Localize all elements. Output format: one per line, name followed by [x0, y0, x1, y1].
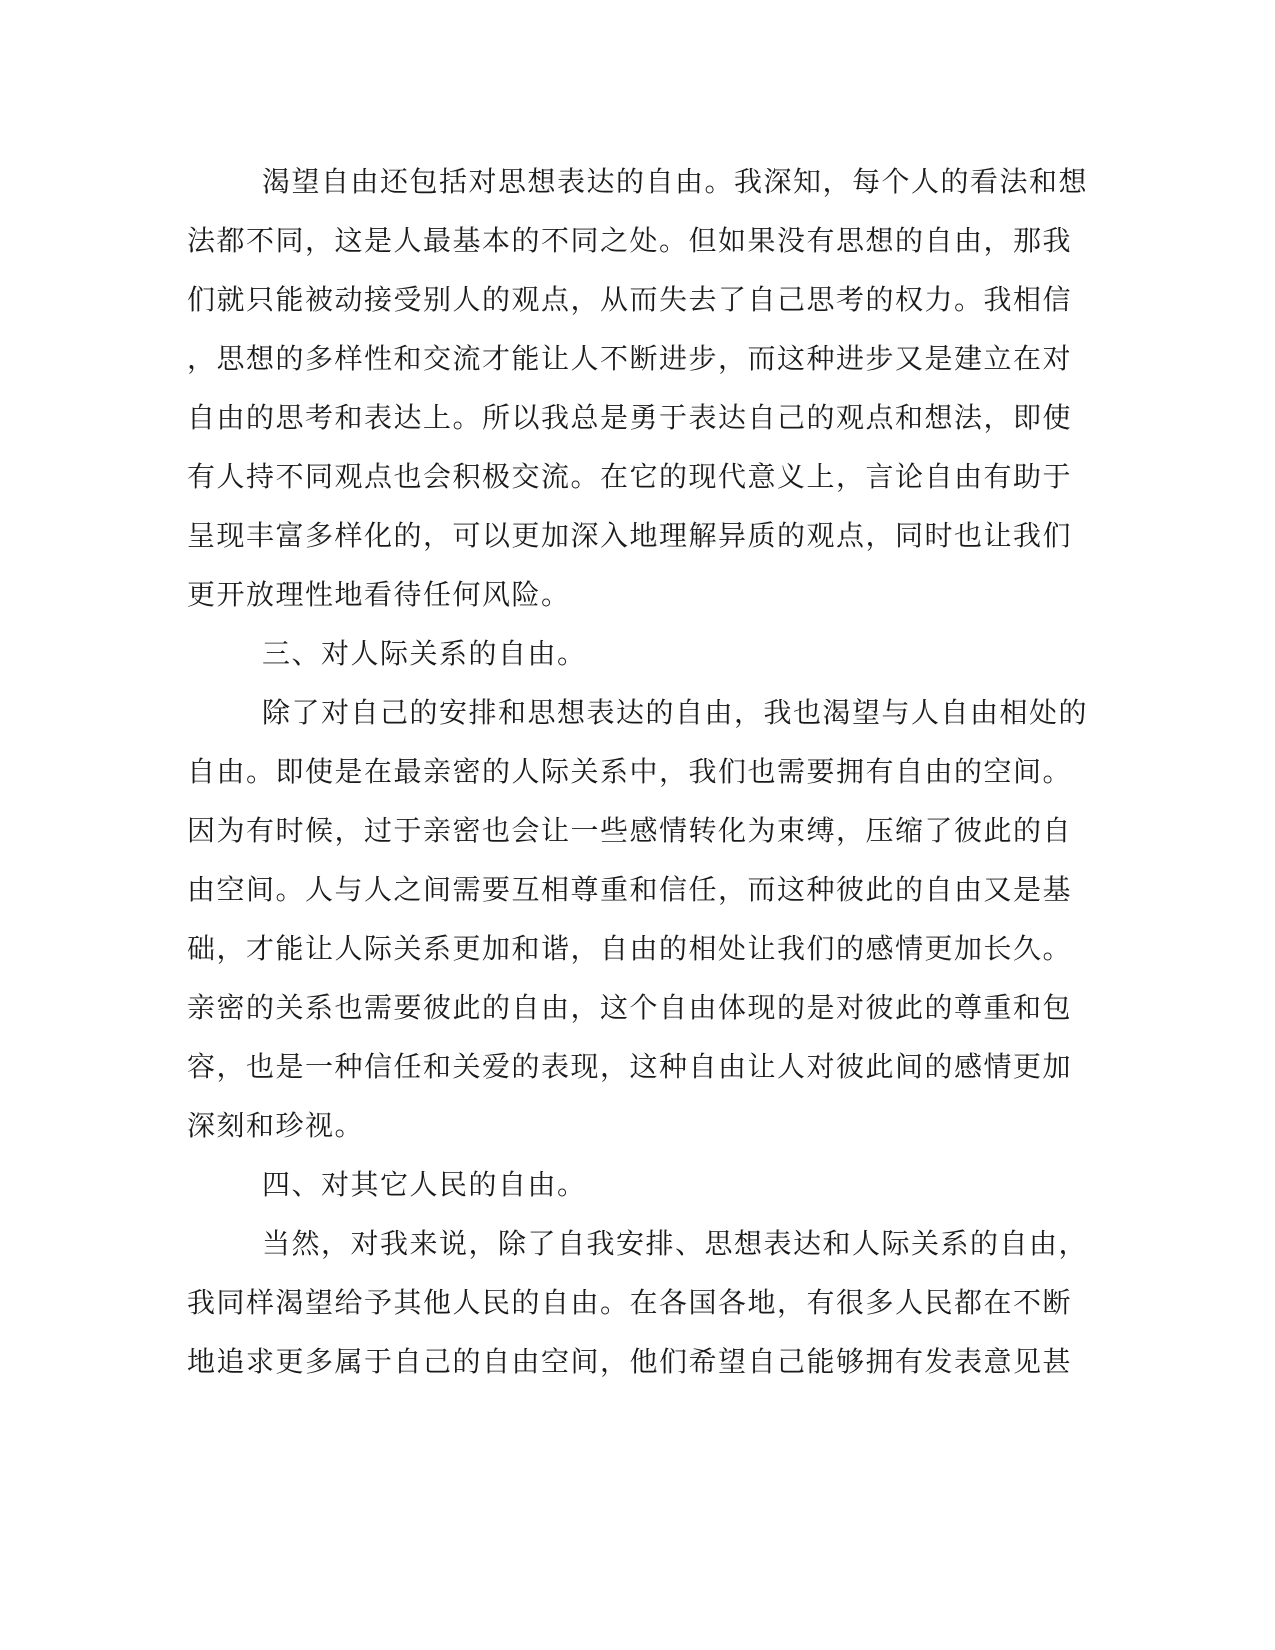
paragraph-line: 我同样渴望给予其他人民的自由。在各国各地，有很多人民都在不断 [187, 1286, 1073, 1319]
paragraph-line: 渴望自由还包括对思想表达的自由。我深知，每个人的看法和想 [262, 165, 1089, 198]
paragraph-line: 地追求更多属于自己的自由空间，他们希望自己能够拥有发表意见甚 [187, 1345, 1073, 1378]
paragraph-line: 础，才能让人际关系更加和谐，自由的相处让我们的感情更加长久。 [187, 932, 1073, 965]
paragraph-line: 更开放理性地看待任何风险。 [187, 578, 571, 611]
paragraph-line: 有人持不同观点也会积极交流。在它的现代意义上，言论自由有助于 [187, 460, 1073, 493]
paragraph-line: 当然，对我来说，除了自我安排、思想表达和人际关系的自由， [262, 1227, 1089, 1260]
paragraph-line: 由空间。人与人之间需要互相尊重和信任，而这种彼此的自由又是基 [187, 873, 1073, 906]
paragraph-line: 亲密的关系也需要彼此的自由，这个自由体现的是对彼此的尊重和包 [187, 991, 1073, 1024]
paragraph-line: 呈现丰富多样化的，可以更加深入地理解异质的观点，同时也让我们 [187, 519, 1073, 552]
paragraph-line: 自由的思考和表达上。所以我总是勇于表达自己的观点和想法，即使 [187, 401, 1073, 434]
paragraph-line: 除了对自己的安排和思想表达的自由，我也渴望与人自由相处的 [262, 696, 1089, 729]
paragraph-line: 自由。即使是在最亲密的人际关系中，我们也需要拥有自由的空间。 [187, 755, 1073, 788]
paragraph-line: 们就只能被动接受别人的观点，从而失去了自己思考的权力。我相信 [187, 283, 1073, 316]
section-heading: 三、对人际关系的自由。 [262, 637, 587, 670]
paragraph-line: 法都不同，这是人最基本的不同之处。但如果没有思想的自由，那我 [187, 224, 1073, 257]
paragraph-line: 容，也是一种信任和关爱的表现，这种自由让人对彼此间的感情更加 [187, 1050, 1073, 1083]
paragraph-line: 因为有时候，过于亲密也会让一些感情转化为束缚，压缩了彼此的自 [187, 814, 1073, 847]
paragraph-line: 深刻和珍视。 [187, 1109, 365, 1142]
section-heading: 四、对其它人民的自由。 [262, 1168, 587, 1201]
paragraph-line: ，思想的多样性和交流才能让人不断进步，而这种进步又是建立在对 [187, 342, 1073, 375]
